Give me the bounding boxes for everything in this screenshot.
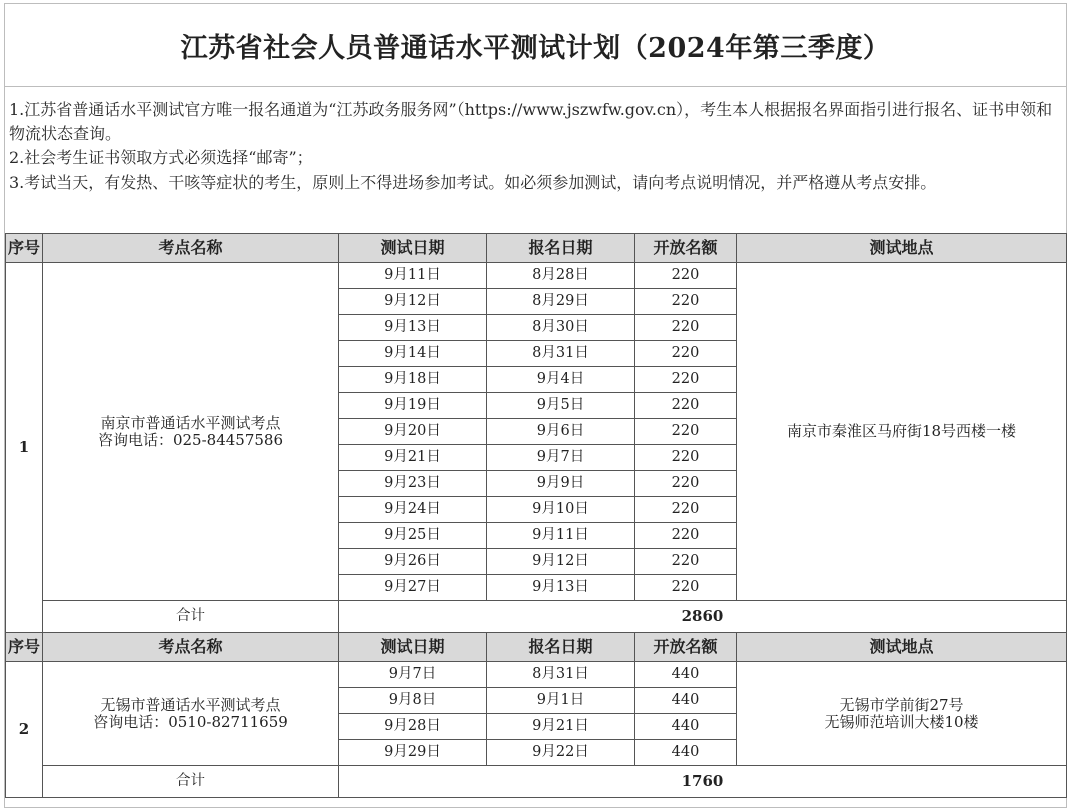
reg-date: 9月11日	[487, 523, 635, 549]
test-date: 9月21日	[339, 445, 487, 471]
reg-date: 9月21日	[487, 714, 635, 740]
reg-date: 9月7日	[487, 445, 635, 471]
note-1: 1.江苏省普通话水平测试官方唯一报名通道为“江苏政务服务网”（https://www.jszwfw.gov.cn），考生本人根据报名界面指引进行报名、证书申领和物流状态查询。	[9, 100, 1053, 144]
site-phone: 咨询电话：025-84457586	[97, 430, 284, 449]
site-cell	[43, 263, 339, 601]
notes-block	[9, 98, 1061, 195]
reg-date: 8月28日	[487, 263, 635, 289]
page-title: 江苏省社会人员普通话水平测试计划（2024年第三季度）	[5, 4, 1066, 87]
quota: 220	[635, 523, 737, 549]
header-location: 测试地点	[737, 234, 1067, 263]
quota: 220	[635, 471, 737, 497]
seq-number: 1	[6, 263, 43, 633]
quota: 220	[635, 445, 737, 471]
location-line: 无锡市学前街27号	[839, 696, 964, 714]
test-date: 9月24日	[339, 497, 487, 523]
quota: 220	[635, 289, 737, 315]
total-value: 1760	[339, 766, 1067, 798]
table-row	[6, 662, 1067, 688]
header-seq: 序号	[6, 234, 43, 263]
quota: 440	[635, 714, 737, 740]
test-date: 9月26日	[339, 549, 487, 575]
reg-date: 9月9日	[487, 471, 635, 497]
header-test-date: 测试日期	[339, 234, 487, 263]
table-row	[6, 263, 1067, 289]
site-phone: 咨询电话：0510-82711659	[93, 712, 288, 731]
test-date: 9月27日	[339, 575, 487, 601]
reg-date: 8月30日	[487, 315, 635, 341]
test-date: 9月20日	[339, 419, 487, 445]
header-row	[6, 234, 1067, 263]
header-location: 测试地点	[737, 633, 1067, 662]
reg-date: 9月10日	[487, 497, 635, 523]
total-value: 2860	[339, 601, 1067, 633]
quota: 220	[635, 367, 737, 393]
header-reg-date: 报名日期	[487, 633, 635, 662]
quota: 220	[635, 315, 737, 341]
note-3: 3.考试当天，有发热、干咳等症状的考生，原则上不得进场参加考试。如必须参加测试，请向考点说明情况，并严格遵从考点安排。	[9, 172, 937, 192]
reg-date: 8月29日	[487, 289, 635, 315]
header-seq: 序号	[6, 633, 43, 662]
reg-date: 9月1日	[487, 688, 635, 714]
quota: 220	[635, 341, 737, 367]
reg-date: 9月22日	[487, 740, 635, 766]
reg-date: 8月31日	[487, 341, 635, 367]
reg-date: 9月13日	[487, 575, 635, 601]
site-cell	[43, 662, 339, 766]
quota: 440	[635, 688, 737, 714]
total-row	[6, 766, 1067, 798]
total-label: 合计	[43, 601, 339, 633]
test-date: 9月25日	[339, 523, 487, 549]
quota: 220	[635, 549, 737, 575]
seq-number: 2	[6, 662, 43, 798]
quota: 220	[635, 575, 737, 601]
header-quota: 开放名额	[635, 633, 737, 662]
test-date: 9月13日	[339, 315, 487, 341]
test-date: 9月12日	[339, 289, 487, 315]
reg-date: 9月12日	[487, 549, 635, 575]
location-cell	[737, 662, 1067, 766]
reg-date: 8月31日	[487, 662, 635, 688]
header-site-name: 考点名称	[43, 633, 339, 662]
reg-date: 9月6日	[487, 419, 635, 445]
test-date: 9月14日	[339, 341, 487, 367]
schedule-table	[5, 233, 1067, 798]
total-label: 合计	[43, 766, 339, 798]
location-line: 无锡师范培训大楼10楼	[824, 712, 979, 731]
reg-date: 9月4日	[487, 367, 635, 393]
header-test-date: 测试日期	[339, 633, 487, 662]
test-date: 9月19日	[339, 393, 487, 419]
test-date: 9月8日	[339, 688, 487, 714]
header-row	[6, 633, 1067, 662]
quota: 220	[635, 419, 737, 445]
header-quota: 开放名额	[635, 234, 737, 263]
test-date: 9月18日	[339, 367, 487, 393]
note-2: 2.社会考生证书领取方式必须选择“邮寄”；	[9, 148, 313, 168]
location-line: 南京市秦淮区马府街18号西楼一楼	[786, 422, 1017, 441]
header-reg-date: 报名日期	[487, 234, 635, 263]
quota: 220	[635, 393, 737, 419]
quota: 220	[635, 263, 737, 289]
test-date: 9月11日	[339, 263, 487, 289]
quota: 440	[635, 662, 737, 688]
total-row	[6, 601, 1067, 633]
quota: 440	[635, 740, 737, 766]
test-date: 9月23日	[339, 471, 487, 497]
header-site-name: 考点名称	[43, 234, 339, 263]
site-name: 南京市普通话水平测试考点	[100, 414, 281, 432]
reg-date: 9月5日	[487, 393, 635, 419]
test-date: 9月29日	[339, 740, 487, 766]
location-cell	[737, 263, 1067, 601]
test-date: 9月7日	[339, 662, 487, 688]
test-date: 9月28日	[339, 714, 487, 740]
quota: 220	[635, 497, 737, 523]
site-name: 无锡市普通话水平测试考点	[100, 696, 281, 714]
